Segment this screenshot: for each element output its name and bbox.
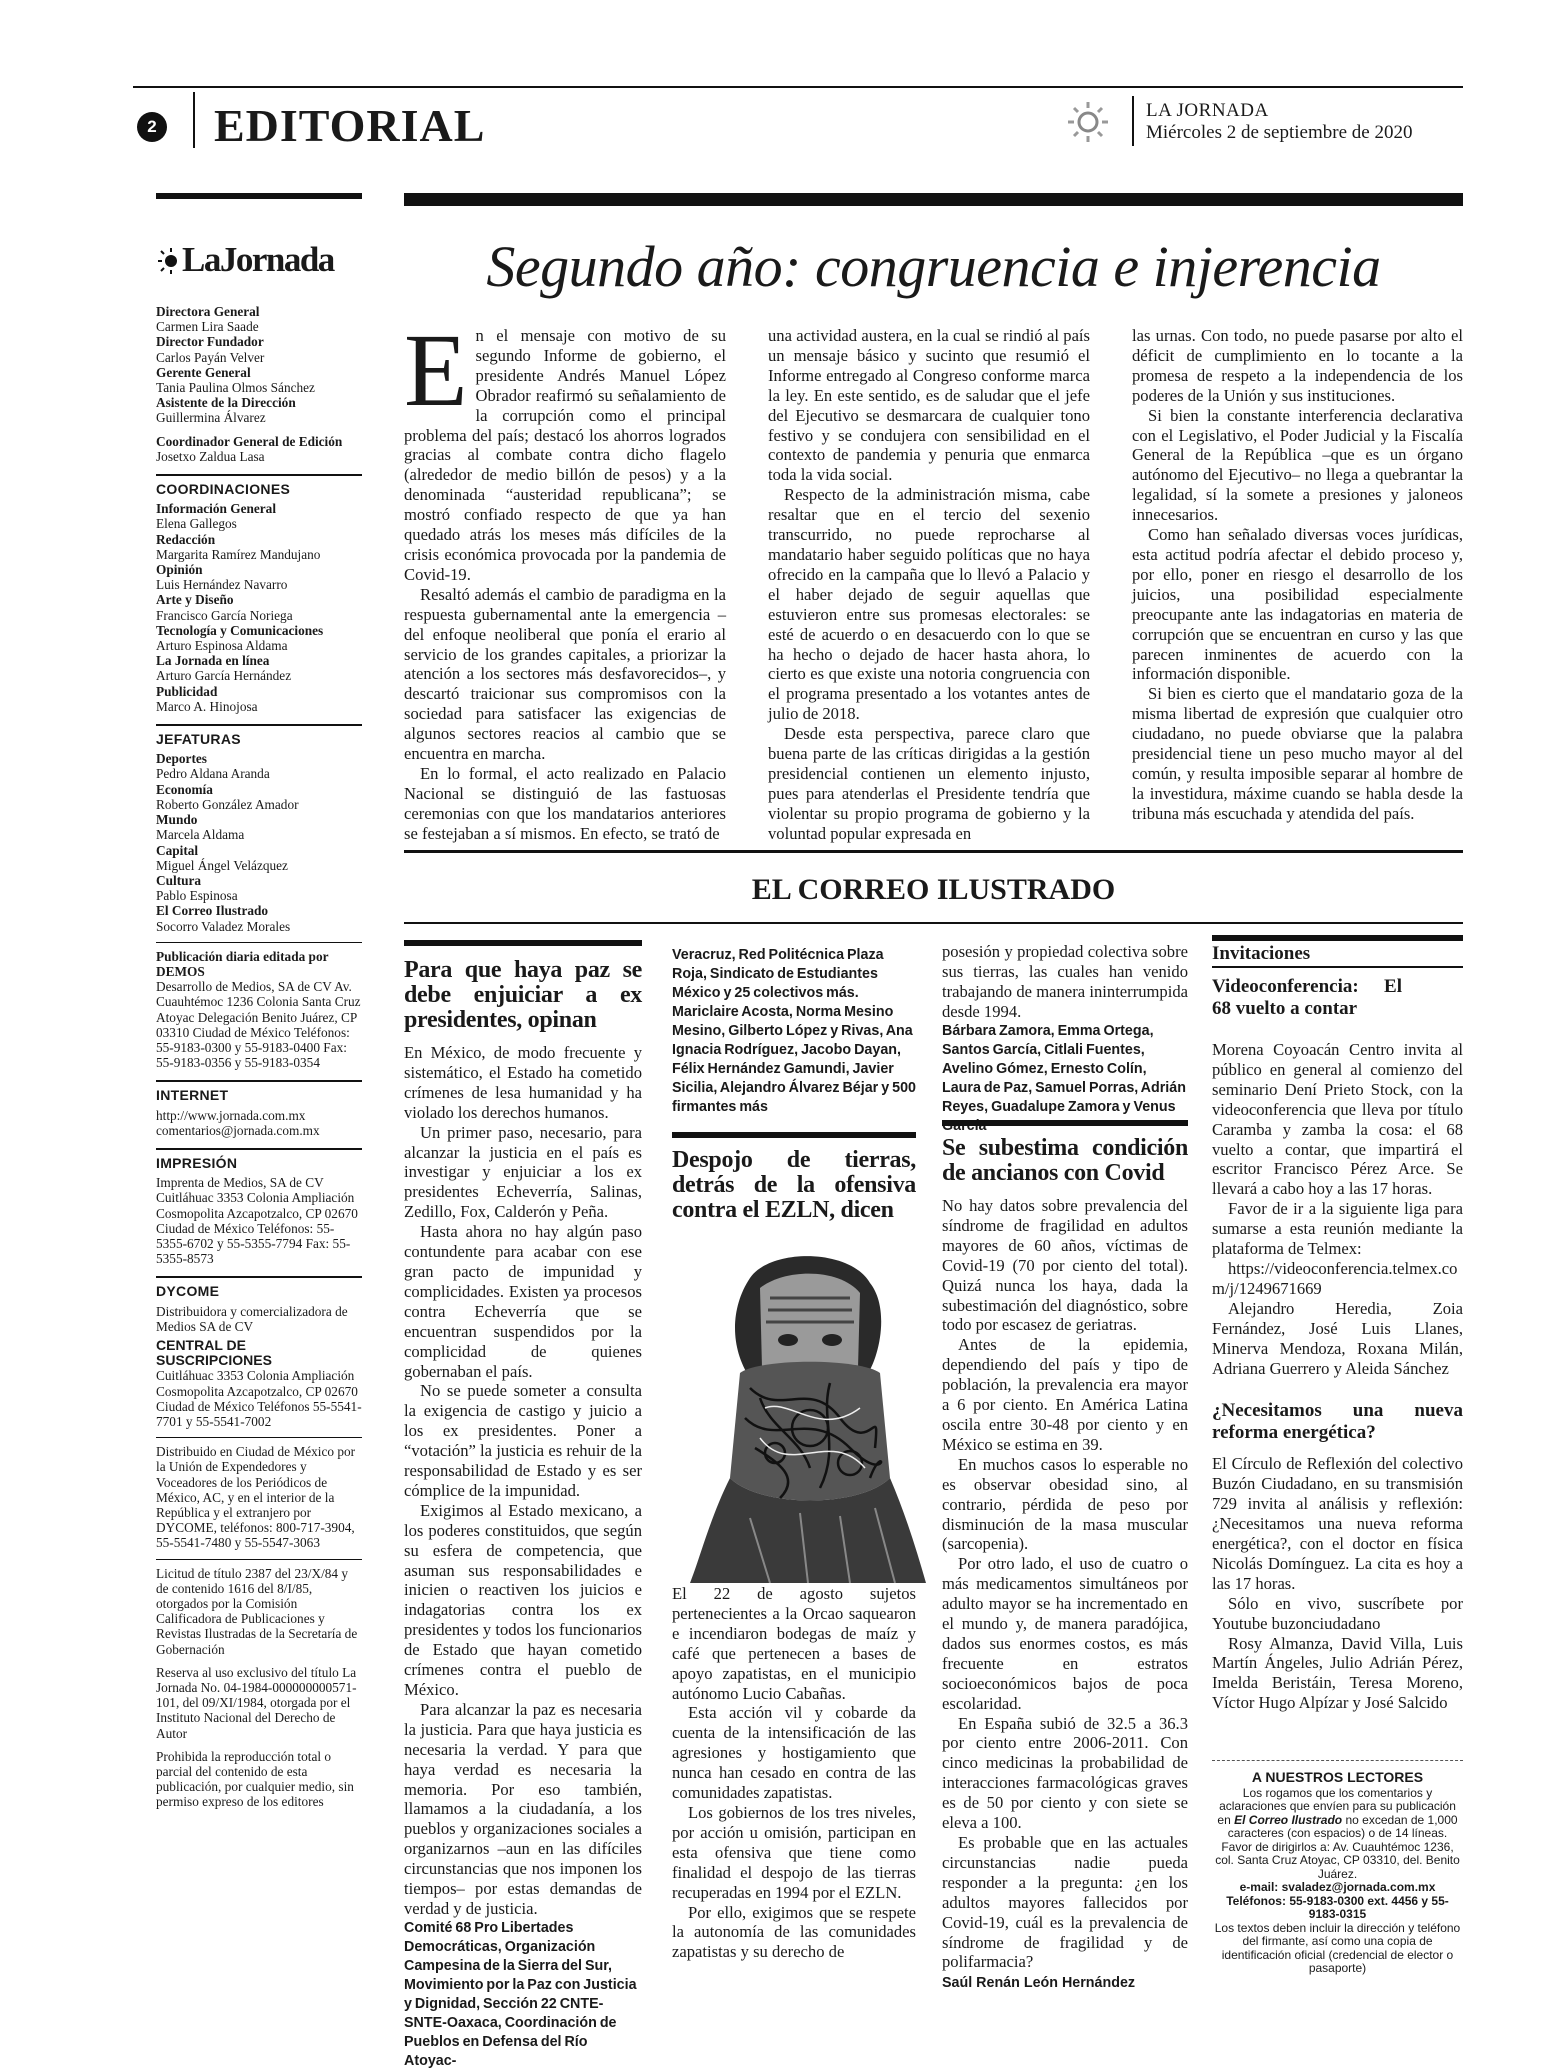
letter1-signatories: Comité 68 Pro Libertades Democráticas, Organización Campesina de la Sierra del Sur, Movimiento por la Paz con Justicia y Dignidad, Sección 22 CNTE-SNTE-Oaxaca, Coordinación de Pueblos en Defensa del Río Atoyac- bbox=[404, 1919, 637, 2069]
internet-heading: INTERNET bbox=[156, 1080, 362, 1103]
drop-cap: E bbox=[404, 313, 468, 428]
staff-name: Marcela Aldama bbox=[156, 827, 245, 843]
editorial-paragraph: las urnas. Con todo, no puede pasarse por alto el déficit de cumplimiento en lo tocante a la promesa de respeto a la independencia de los poderes de la Unión y sus instituciones. bbox=[1132, 326, 1463, 405]
staff-name: Luis Hernández Navarro bbox=[156, 577, 288, 593]
letter2-signatories: Bárbara Zamora, Emma Ortega, Santos García, Citlali Fuentes, Avelino Gómez, Ernesto Colín, Laura de Paz, Samuel Porras, Adrián Reyes, Guadalupe Zamora y Venus bbox=[942, 1022, 1186, 1115]
staff-name: Josetxo Zaldua Lasa bbox=[156, 448, 265, 464]
staff-role: Economía bbox=[156, 781, 213, 797]
letter2-rule bbox=[672, 1132, 916, 1138]
invitation-link[interactable]: https://videoconferencia.telmex.com/j/1249671669 bbox=[1212, 1258, 1458, 1298]
invitation-signers: Alejandro Heredia, Zoia Fernández, José Luis Llanes, Minerva Mendoza, Roxana Milán, Adriana Guerrero y Aleida Sánchez bbox=[1212, 1298, 1463, 1378]
letter1-continuation bbox=[672, 946, 916, 1117]
masthead-top-rule bbox=[156, 193, 362, 199]
lectores-box bbox=[1212, 1760, 1463, 1976]
page-number-badge bbox=[137, 112, 167, 142]
letter1-rule bbox=[404, 940, 642, 946]
letter2-continuation bbox=[942, 942, 1188, 1136]
letter3 bbox=[942, 1136, 1188, 1994]
letter-paragraph: Un primer paso, necesario, para alcanzar la justicia en el país es investigar y enjuiciar a los ex presidentes Echeverría, Salinas, Zedillo, Fox, Calderón y Peña. bbox=[404, 1122, 642, 1222]
issue-date: Miércoles 2 de septiembre de 2020 bbox=[1146, 122, 1413, 143]
invitation-paragraph: Sólo en vivo, suscríbete por Youtube buzonciudadano bbox=[1212, 1593, 1463, 1633]
lectores-email[interactable]: e-mail: svaladez@jornada.com.mx bbox=[1239, 1880, 1436, 1894]
staff-name: Guillermina Álvarez bbox=[156, 410, 266, 426]
staff-name: Carlos Payán Velver bbox=[156, 349, 265, 365]
jefaturas-heading: JEFATURAS bbox=[156, 724, 362, 747]
page-number: 2 bbox=[147, 117, 157, 136]
staff-name: Pablo Espinosa bbox=[156, 888, 238, 904]
staff-role: El Correo Ilustrado bbox=[156, 903, 269, 919]
staff-name: Francisco García Noriega bbox=[156, 607, 293, 623]
editorial-paragraph: Resaltó además el cambio de paradigma en la respuesta gubernamental ante la emergencia –del enfoque neoliberal que ponía el erario al servicio de los grandes capitales, a priorizar la atención a los sectores más desfavorecidos–, y descartó traicionar sus compromisos con la sociedad para satisfacer las exigencias de algunos sectores reacios al cambio que se encuentra en marcha. bbox=[404, 584, 726, 764]
lajornada-logo bbox=[156, 240, 366, 280]
paper-name: LA JORNADA bbox=[1146, 100, 1269, 121]
letter1 bbox=[404, 958, 642, 2071]
invitation-paragraph: El Círculo de Reflexión del colectivo Buzón Ciudadano, en su transmisión 729 invita al análisis y reflexión: ¿Necesitamos una nueva reforma energética?, con el doctor en física Nicolás Domínguez. La cita es hoy a las 17 horas. bbox=[1212, 1454, 1463, 1593]
letter-paragraph: En muchos casos lo esperable no es observar obesidad sino, al contrario, pérdida de peso por disminución de la masa muscular (sarcopenia). bbox=[942, 1454, 1188, 1554]
dycome-text: Distribuidora y comercializadora de Medios SA de CV bbox=[156, 1303, 348, 1334]
illustration-image bbox=[690, 1248, 926, 1583]
invitation2-headline: ¿Necesitamos una nueva reforma energética? bbox=[1212, 1400, 1463, 1444]
editorial-column-3 bbox=[1132, 326, 1463, 824]
letter-paragraph: Antes de la epidemia, dependiendo del país y tipo de población, la prevalencia era mayor a 6 por ciento. En América Latina oscila entre 30-48 por ciento y en México se estima en 39. bbox=[942, 1335, 1188, 1454]
staff-role: La Jornada en línea bbox=[156, 653, 270, 669]
publicacion-text: Desarrollo de Medios, SA de CV Av. Cuauhtémoc 1236 Colonia Santa Cruz Atoyac Delegación Benito Juárez, CP 03310 Ciudad de México Teléfonos: 55-9183-0300 y 55-9183-0400 Fax: 55-9183-0356 y 55-9183-0354 bbox=[156, 979, 361, 1071]
invitaciones-title: Invitaciones bbox=[1212, 943, 1311, 964]
publicacion-heading: Publicación diaria editada por DEMOS bbox=[156, 942, 362, 979]
staff-role: Redacción bbox=[156, 531, 216, 547]
invitation1-headline: Videoconferencia: El 68 vuelto a contar bbox=[1212, 976, 1402, 1019]
staff-role: Cultura bbox=[156, 872, 202, 888]
invitation-paragraph: Morena Coyoacán Centro invita al público en general al comienzo del seminario Dení Prieto Stock, con la videoconferencia que lleva por título Caramba y zamba la cosa: el 68 vuelto a contar, que impartirá el escritor Francisco Pérez Arce. Se llevará a cabo hoy a las 17 horas. bbox=[1212, 1040, 1463, 1199]
editorial-paragraph: Como han señalado diversas voces jurídicas, esta actitud podría afectar el debido proceso y, por ello, poner en riesgo el desarrollo de los juicios, una posibilidad especialmente preocupante ante las indagatorias en materia de corrupción que se encuentran en curso y las que parecen inminentes de acuerdo con la información disponible. bbox=[1132, 525, 1463, 684]
top-rule bbox=[133, 86, 1463, 88]
staff-name: Arturo Espinosa Aldama bbox=[156, 638, 288, 654]
correo-bottom-rule bbox=[404, 922, 1463, 924]
suscripciones-text: Cuitláhuac 3353 Colonia Ampliación Cosmopolita Azcapotzalco, CP 02670 Ciudad de México Teléfonos 55-5541-7701 y 55-5541-7002 bbox=[156, 1368, 362, 1429]
letter-paragraph: Los gobiernos de los tres niveles, por acción u omisión, participan en esta ofensiva que tiene como finalidad el despojo de las tierras recuperadas en 1994 por el EZLN. bbox=[672, 1802, 916, 1902]
editorial-paragraph: Desde esta perspectiva, parece claro que buena parte de las críticas dirigidas a la gestión presidencial contienen un elemento injusto, pues para atenderlas el Presidente tendría que violentar su propio programa de gobierno y la voluntad popular expresada en bbox=[768, 724, 1090, 843]
staff-role: Coordinador General de Edición bbox=[156, 433, 343, 449]
prohibida-text: Prohibida la reproducción total o parcial del contenido de esta publicación, por cualquier medio, sin permiso expreso de los editores bbox=[156, 1748, 354, 1810]
lectores-text3: Los textos deben incluir la dirección y teléfono del firmante, así como una copia de identificación oficial (credencial de elector o pasaporte) bbox=[1214, 1920, 1461, 1975]
editorial-title: Segundo año: congruencia e injerencia bbox=[486, 234, 1381, 299]
editorial-paragraph: En lo formal, el acto realizado en Palacio Nacional se distinguió de las fastuosas ceremonias con que los mandatarios anteriores se festejaban a sí mismos. En efecto, se trató de bbox=[404, 763, 726, 843]
letter-paragraph: Es probable que en las actuales circunstancias nadie pueda responder a la pregunta: ¿en los adultos mayores fallecidos por Covid-19, cuál es la prevalencia de síndrome de fragilidad y de polifarmacia? bbox=[942, 1833, 1188, 1972]
letter-paragraph: Exigimos al Estado mexicano, a los poderes constituidos, que según su esfera de competencia, que asuman sus responsabilidades e inicien o reactiven los juicios e indagatorias contra los ex presidentes y todos los funcionarios de Estado que hayan cometido crímenes contra el pueblo de México. bbox=[404, 1500, 642, 1699]
letter-paragraph: Esta acción vil y cobarde da cuenta de la intensificación de las agresiones y hostigamiento que nunca han cesado en contra de las comunidades zapatistas. bbox=[672, 1703, 916, 1803]
letter-paragraph: En México, de modo frecuente y sistemático, el Estado ha cometido crímenes de lesa humanidad y ha violado los derechos humanos. bbox=[404, 1043, 642, 1122]
editorial-column-1 bbox=[404, 313, 726, 844]
staff-role: Capital bbox=[156, 842, 199, 858]
internet-text: http://www.jornada.com.mx comentarios@jornada.com.mx bbox=[156, 1107, 320, 1138]
lectores-text2: no excedan de 1,000 caracteres (con espacios) o de 14 líneas. Favor de dirigirlos a: Av. Cuauhtémoc 1236, col. Santa Cruz Atoyac, CP 03310, del. Benito Juárez. bbox=[1215, 1812, 1460, 1881]
staff-name: Pedro Aldana Aranda bbox=[156, 766, 270, 782]
staff-role: Publicidad bbox=[156, 683, 218, 699]
staff-name: Elena Gallegos bbox=[156, 516, 237, 532]
letter2-body bbox=[672, 1584, 916, 1962]
letter3-headline: Se subestima condición de ancianos con Covid bbox=[942, 1135, 1188, 1186]
letter-paragraph: Hasta ahora no hay algún paso contundente para acabar con ese gran pacto de impunidad y complicidades. Existen ya procesos contra Echeverría que se encuentran suspendidos por la complicidad de quienes gobernaban el país. bbox=[404, 1222, 642, 1381]
letter-paragraph: Por ello, exigimos que se respete la autonomía de las comunidades zapatistas y su derecho de bbox=[672, 1902, 916, 1962]
jefaturas-list bbox=[156, 751, 362, 933]
header-divider bbox=[193, 92, 195, 148]
header-divider-right bbox=[1132, 96, 1134, 146]
masthead-staff bbox=[156, 304, 362, 1810]
staff-role: Gerente General bbox=[156, 364, 251, 380]
distribuido-text: Distribuido en Ciudad de México por la Unión de Expendedores y Voceadores de los Periódicos de México, AC, y en el interior de la República y el extranjero por DYCOME, teléfonos: 800-717-3904, 55-5541-7480 y 55-5547-3063 bbox=[156, 1437, 362, 1550]
editorial-paragraph: n el mensaje con motivo de su segundo Informe de gobierno, el presidente Andrés Manuel López Obrador reafirmó su señalamiento de la corrupción como el principal problema del país; destacó los ahorros logrados gracias al combate contra dicho flagelo (alrededor de medio billón de pesos) y a la denominada “austeridad republicana”; se mostró confiado respecto de que ya han quedado atrás los meses más difíciles de la crisis económica provocada por la pandemia de Covid-19. bbox=[404, 326, 726, 584]
editorial-column-2 bbox=[768, 326, 1090, 844]
staff-name: Carmen Lira Saade bbox=[156, 319, 259, 335]
lectores-text1: Los rogamos que los comentarios y aclaraciones que envíen para su publicación en bbox=[1217, 1785, 1456, 1827]
invitaciones-title-rule bbox=[1212, 966, 1463, 968]
letter-paragraph: En España subió de 32.5 a 36.3 por ciento entre 2006-2011. Con cinco medicinas la probabilidad de interacciones farmacológicas graves es de 50 por ciento y con siete se eleva a 100. bbox=[942, 1713, 1188, 1833]
staff-role: Arte y Diseño bbox=[156, 592, 234, 608]
logo-text: LaJornada bbox=[182, 240, 334, 279]
invitaciones-rule bbox=[1212, 935, 1463, 941]
invitaciones bbox=[1212, 976, 1463, 1713]
dycome-heading: DYCOME bbox=[156, 1276, 362, 1299]
letter3-rule bbox=[942, 1120, 1188, 1126]
letter1-signatories-continued: Veracruz, Red Politécnica Plaza Roja, Sindicato de Estudiantes México y 25 colectivos más. Mariclaire Acosta, Norma Mesino Mesino, Gilberto López y Rivas, Ana Ignacia Rodríguez, Jacobo Dayan, Félix Hernández Gamundi, Javier Sicilia, Alejandro Álvarez Béjar y 500 firmantes más bbox=[672, 947, 916, 1115]
editorial-paragraph: Respecto de la administración misma, cabe resaltar que en el tercio del sexenio transcurrido, no puede reprocharse al mandatario haber seguido políticas que no haya ofrecido en la campaña que lo llevó a Palacio y el haber dejado de seguir aquellas que estuvieron entre sus promesas electorales: se esté de acuerdo o en desacuerdo con lo que se ha hecho o dejado de hacer hasta ahora, lo cierto es que existe una notoria congruencia con el programa presentado a los votantes antes de julio de 2018. bbox=[768, 485, 1090, 724]
lectores-paper: El Correo Ilustrado bbox=[1234, 1812, 1343, 1827]
impresion-text: Imprenta de Medios, SA de CV Cuitláhuac 3353 Colonia Ampliación Cosmopolita Azcapotzalco, CP 02670 Ciudad de México Teléfonos: 55-5355-6702 y 55-5355-7794 Fax: 55-5355-8573 bbox=[156, 1175, 358, 1267]
letter3-signature: Saúl Renán León Hernández bbox=[942, 1975, 1136, 1992]
staff-name: Marco A. Hinojosa bbox=[156, 698, 258, 714]
staff-role: Asistente de la Dirección bbox=[156, 395, 296, 411]
letter-paragraph: El 22 de agosto sujetos pertenecientes a la Orcao saquearon e incendiaron bodegas de maíz y café que pertenecen a bases de apoyo zapatistas, en el municipio autónomo Lucio Cabañas. bbox=[672, 1584, 916, 1703]
staff-role: Información General bbox=[156, 501, 277, 517]
staff-role: Deportes bbox=[156, 751, 207, 767]
reserva-text: Reserva al uso exclusivo del título La Jornada No. 04-1984-000000000571-101, del 09/XI/1984, otorgada por el Instituto Nacional del Derecho de Autor bbox=[156, 1664, 357, 1741]
letter2-headline: Despojo de tierras, detrás de la ofensiva contra el EZLN, dicen bbox=[672, 1147, 916, 1223]
staff-role: Tecnología y Comunicaciones bbox=[156, 622, 324, 638]
lectores-text bbox=[1212, 1787, 1463, 1882]
staff-role: Director Fundador bbox=[156, 334, 264, 350]
staff-role: Directora General bbox=[156, 304, 260, 319]
staff-list bbox=[156, 304, 362, 464]
lectores-phones: Teléfonos: 55-9183-0300 ext. 4456 y 55-9183-0315 bbox=[1226, 1893, 1449, 1921]
coordinaciones-list bbox=[156, 501, 362, 714]
lectores-title: A NUESTROS LECTORES bbox=[1251, 1769, 1424, 1785]
correo-section-title: EL CORREO ILUSTRADO bbox=[751, 873, 1116, 906]
staff-name: Roberto González Amador bbox=[156, 796, 299, 812]
sun-logo-icon bbox=[1066, 100, 1110, 144]
licitud-text: Licitud de título 2387 del 23/X/84 y de contenido 1616 del 8/I/85, otorgados por la Comisión Calificadora de Publicaciones y Revistas Ilustradas de la Secretaría de Gobernación bbox=[156, 1559, 362, 1657]
suscripciones-heading: CENTRAL DE SUSCRIPCIONES bbox=[156, 1336, 272, 1369]
letter-paragraph: No hay datos sobre prevalencia del síndrome de fragilidad en adultos mayores de 60 años, víctimas de Covid-19 (70 por ciento del total). Quizá nunca los haya, dada la subestimación del diagnóstico, sobre todo por escasez de geriatras. bbox=[942, 1196, 1188, 1335]
coordinaciones-heading: COORDINACIONES bbox=[156, 474, 362, 497]
staff-role: Mundo bbox=[156, 812, 198, 828]
invitation-signers: Rosy Almanza, David Villa, Luis Martín Ángeles, Julio Adrián Pérez, Imelda Beristáin, Teresa Moreno, Víctor Hugo Alpízar y José Salcido bbox=[1212, 1633, 1463, 1713]
staff-name: Margarita Ramírez Mandujano bbox=[156, 546, 321, 562]
letter-paragraph: Para alcanzar la paz es necesaria la justicia. Para que haya justicia es necesaria la verdad. Y para que haya verdad es necesaria la memoria. Por eso también, llamamos a la ciudadanía, a los pueblos y organizaciones sociales a organizarnos –aun en las difíciles circunstancias que nos imponen los tiempos– por estas demandas de verdad y de justicia. bbox=[404, 1699, 642, 1918]
staff-name: Socorro Valadez Morales bbox=[156, 918, 291, 934]
editorial-paragraph: una actividad austera, en la cual se rindió al país un mensaje básico y sucinto que resumió el Informe entregado al Congreso conforme marca la ley. En este sentido, es de saludar que el jefe del Ejecutivo se desmarcara de cualquier tono festivo y se condujera con sensibilidad en el contexto de pandemia y penuria que enmarca toda la vida social. bbox=[768, 326, 1090, 485]
letter-paragraph: Por otro lado, el uso de cuatro o más medicamentos simultáneos por adulto mayor se ha incrementado en el mundo y, de manera paradójica, dados sus enormes costos, es más frecuente en estratos socioeconómicos bajos de poca escolaridad. bbox=[942, 1554, 1188, 1713]
section-title: EDITORIAL bbox=[214, 100, 486, 151]
impresion-heading: IMPRESIÓN bbox=[156, 1148, 362, 1171]
staff-name: Tania Paulina Olmos Sánchez bbox=[156, 380, 315, 396]
letter-paragraph: No se puede someter a consulta la exigencia de castigo y juicio a los ex presidentes. Poner a “votación” la justicia es rehuir de la responsabilidad de Estado y es ser cómplice de la impunidad. bbox=[404, 1381, 642, 1500]
letter2-headline-block bbox=[672, 1148, 916, 1233]
staff-name: Arturo García Hernández bbox=[156, 668, 292, 684]
editorial-paragraph: Si bien es cierto que el mandatario goza de la misma libertad de expresión que cualquier otro ciudadano, no puede obviarse que la palabra presidencial tiene un peso mucho mayor al del común, y resulta imposible separar al hombre de la investidura, máxime cuando se habla desde la tribuna más escuchada y atendida del país. bbox=[1132, 684, 1463, 823]
invitation-paragraph: Favor de ir a la siguiente liga para sumarse a esta reunión mediante la plataforma de Telmex: bbox=[1212, 1199, 1463, 1259]
staff-role: Opinión bbox=[156, 562, 203, 578]
correo-top-rule bbox=[404, 850, 1463, 853]
letter1-headline: Para que haya paz se debe enjuiciar a ex presidentes, opinan bbox=[404, 957, 642, 1033]
staff-name: Miguel Ángel Velázquez bbox=[156, 857, 288, 873]
editorial-top-rule bbox=[404, 193, 1463, 206]
editorial-paragraph: Si bien la constante interferencia declarativa con el Legislativo, el Poder Judicial y la Fiscalía General de la República –que es un órgano autónomo del Ejecutivo– no llega a quebrantar la legalidad, sí la somete a presiones y jaloneos innecesarios. bbox=[1132, 405, 1463, 525]
letter-paragraph: posesión y propiedad colectiva sobre sus tierras, las cuales han venido trabajando de manera ininterrumpida desde 1994. bbox=[942, 942, 1188, 1021]
